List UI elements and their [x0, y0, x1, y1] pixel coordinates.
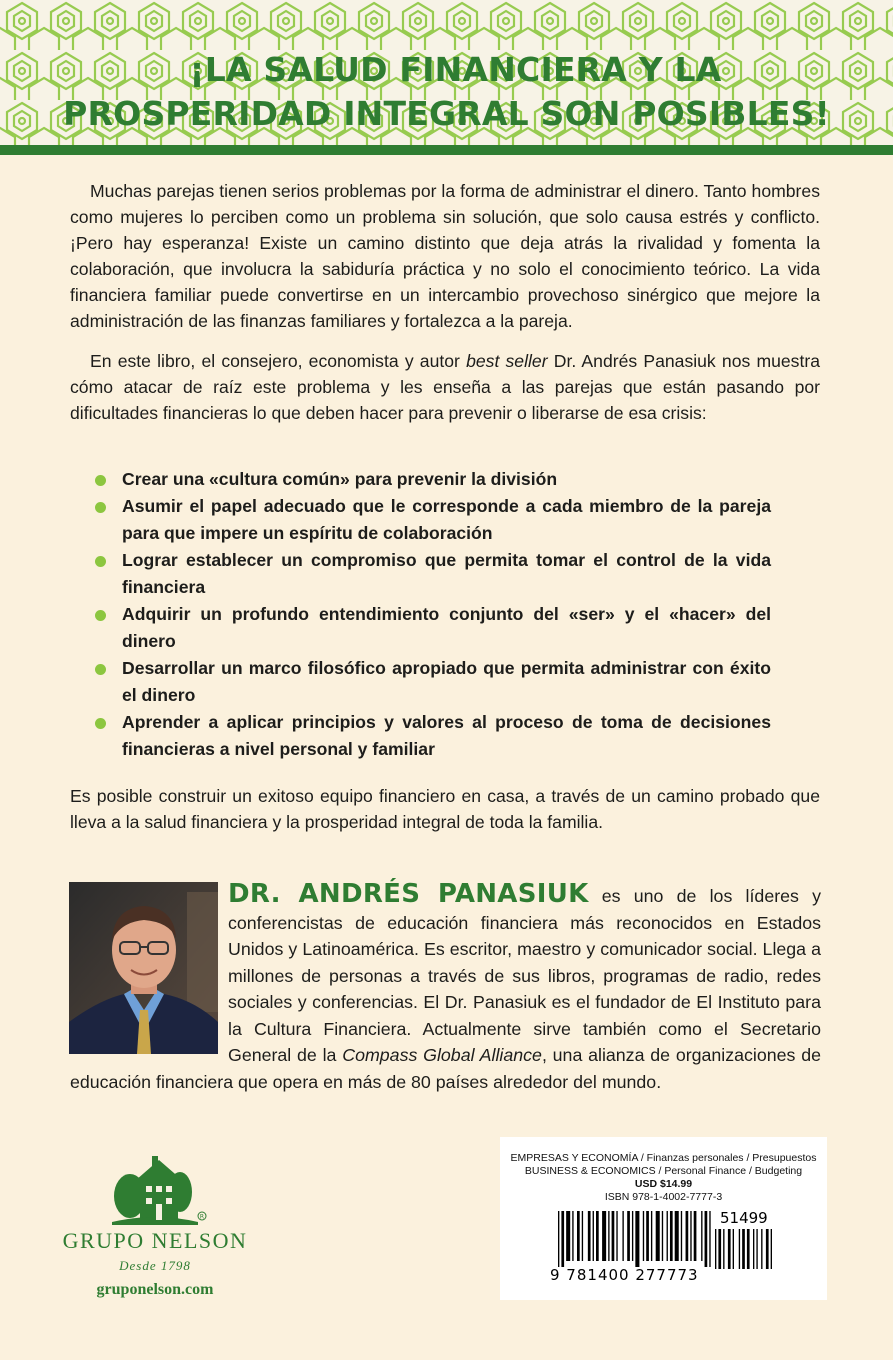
bullet-dot-icon [95, 475, 106, 486]
intro-paragraph-2-end: Dr. Andrés Panasiuk nos muestra cómo atacar de raíz este problema y les enseña a las parejas que están pasando por dificultades financieras lo que deben hacer para prevenir o liberarse de esa crisis: [70, 351, 821, 423]
list-item-text: Aprender a aplicar principios y valores al proceso de toma de decisiones financieras a nivel personal y familiar [122, 712, 771, 759]
header-title-line2: PROSPERIDAD INTEGRAL SON POSIBLES! [63, 94, 830, 133]
header-title-line1: ¡LA SALUD FINANCIERA Y LA [189, 50, 722, 89]
benefit-list [95, 466, 771, 763]
list-item [95, 709, 771, 763]
author-bio-text-end: , una alianza de organizaciones de educación financiera que opera en más de 80 países alrededor del mundo. [70, 1045, 821, 1092]
list-item [95, 547, 771, 601]
list-item-text: Crear una «cultura común» para prevenir la división [122, 469, 558, 489]
bullet-dot-icon [95, 556, 106, 567]
intro-text [70, 178, 820, 440]
author-bio-italic: Compass Global Alliance [342, 1045, 542, 1065]
bullet-dot-icon [95, 664, 106, 675]
header-banner [0, 0, 893, 145]
list-item [95, 601, 771, 655]
intro-paragraph-1: Muchas parejas tienen serios problemas por la forma de administrar el dinero. Tanto hombres como mujeres lo perciben como un problema sin solución, que solo causa estrés y conflicto. ¡Pero hay esperanza! Existe un camino distinto que deja atrás la rivalidad y fomenta la colaboración, que involucra la sabiduría práctica y no solo el conocimiento teórico. La vida financiera familiar puede convertirse en un intercambio provechoso sinérgico que mejore la administración de las finanzas familiares y fortalezca a la pareja. [70, 181, 820, 331]
author-bio-text: es uno de los líderes y conferencistas de educación financiera más reconocidos en Estados Unidos y Latinoamérica. Es escritor, maestro y comunicador social. Llega a millones de personas a través de sus libros, programas de radio, redes sociales y conferencias. El Dr. Panasiuk es el fundador de El Instituto para la Cultura Financiera. Actualmente sirve también como el Secretario General de la [228, 886, 821, 1065]
ean-digits: 9 781400 277773 [550, 1266, 699, 1284]
category-english: BUSINESS & ECONOMICS / Personal Finance / Budgeting [524, 1165, 803, 1177]
header-divider [0, 145, 893, 155]
intro-paragraph-2 [70, 348, 820, 426]
list-item-text: Desarrollar un marco filosófico apropiado que permita administrar con éxito el dinero [122, 658, 771, 705]
publisher-website: gruponelson.com [96, 1281, 214, 1298]
bullet-dot-icon [95, 718, 106, 729]
svg-text:R: R [199, 1213, 205, 1221]
barcode-box [500, 1137, 827, 1300]
bullet-dot-icon [95, 502, 106, 513]
house-icon [60, 1148, 250, 1228]
publisher-logo [60, 1148, 250, 1308]
publisher-name: GRUPO NELSON [62, 1228, 248, 1253]
author-name: DR. ANDRÉS PANASIUK [228, 879, 589, 909]
category-spanish: EMPRESAS Y ECONOMÍA / Finanzas personales / Presupuestos [510, 1152, 817, 1164]
barcode-icon [500, 1137, 827, 1300]
price-label: USD $14.99 [634, 1178, 693, 1190]
header-title [0, 48, 893, 136]
list-item [95, 493, 771, 547]
author-bio [70, 881, 821, 1095]
intro-paragraph-2-italic: best seller [466, 351, 548, 371]
list-item [95, 466, 771, 493]
list-item-text: Adquirir un profundo entendimiento conjunto del «ser» y el «hacer» del dinero [122, 604, 771, 651]
intro-paragraph-2-start: En este libro, el consejero, economista y autor [90, 351, 467, 371]
list-item-text: Asumir el papel adecuado que le corresponde a cada miembro de la pareja para que impere un espíritu de colaboración [122, 496, 771, 543]
addon-digits: 51499 [720, 1209, 768, 1227]
list-item [95, 655, 771, 709]
closing-paragraph: Es posible construir un exitoso equipo financiero en casa, a través de un camino probado que lleva a la salud financiera y la prosperidad integral de toda la familia. [70, 786, 820, 832]
publisher-since: Desde 1798 [119, 1258, 191, 1273]
bullet-dot-icon [95, 610, 106, 621]
list-item-text: Lograr establecer un compromiso que permita tomar el control de la vida financiera [122, 550, 771, 597]
isbn-label: ISBN 978-1-4002-7777-3 [604, 1191, 723, 1203]
